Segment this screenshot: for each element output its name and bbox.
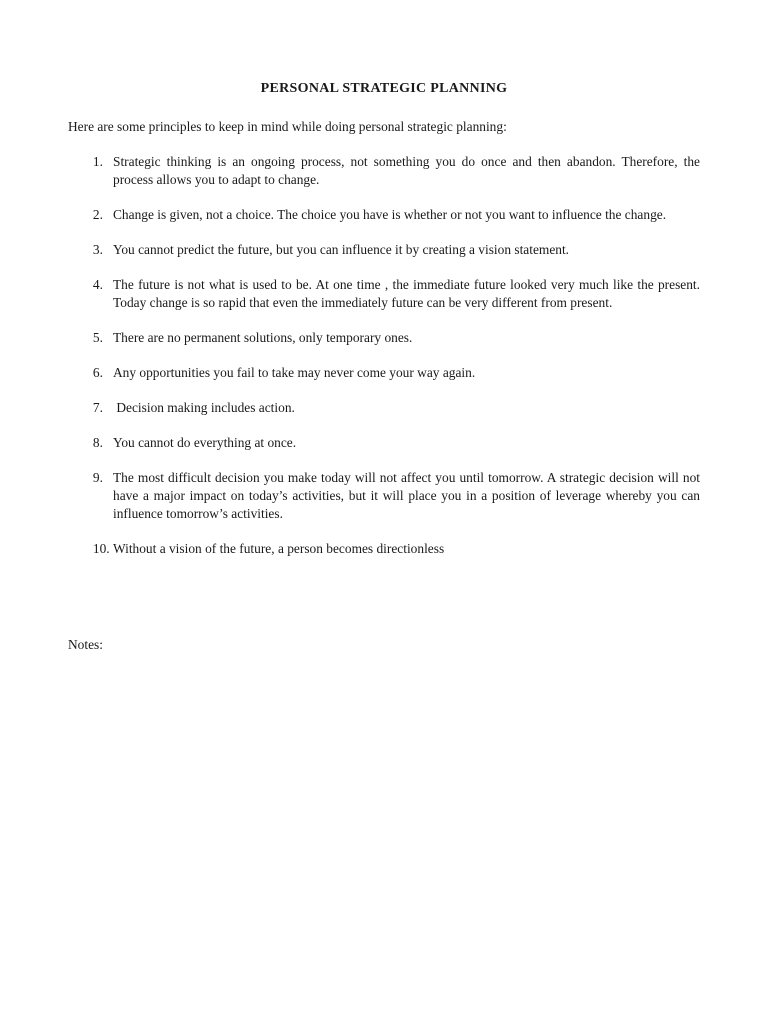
item-number: 5. bbox=[92, 330, 103, 345]
item-number: 10. bbox=[92, 541, 110, 556]
item-number: 6. bbox=[92, 365, 103, 380]
list-item bbox=[68, 399, 700, 417]
intro-paragraph: Here are some principles to keep in mind while doing personal strategic planning: bbox=[68, 119, 507, 134]
item-text: Change is given, not a choice. The choice you have is whether or not you want to influence the change. bbox=[113, 207, 667, 222]
item-text: The future is not what is used to be. At one time , the immediate future looked very much like the present. Today change is so rapid that even the immediately future can be very different from present. bbox=[113, 277, 700, 310]
list-item bbox=[68, 276, 700, 312]
item-text: You cannot predict the future, but you can influence it by creating a vision statement. bbox=[113, 242, 570, 257]
item-number: 9. bbox=[92, 470, 103, 485]
page-title: PERSONAL STRATEGIC PLANNING bbox=[260, 81, 508, 96]
list-item bbox=[68, 241, 700, 259]
item-text: You cannot do everything at once. bbox=[113, 435, 297, 450]
item-number: 4. bbox=[92, 277, 103, 292]
item-text: Strategic thinking is an ongoing process, not something you do once and then abandon. Therefore, the process allows you to adapt to change. bbox=[113, 154, 700, 187]
item-text: The most difficult decision you make today will not affect you until tomorrow. A strategic decision will not have a major impact on today’s activities, but it will place you in a position of leverage whereby you can influence tomorrow’s activities. bbox=[113, 470, 700, 521]
list-item bbox=[68, 364, 700, 382]
list-item bbox=[68, 434, 700, 452]
item-number: 2. bbox=[92, 207, 103, 222]
item-text: Any opportunities you fail to take may never come your way again. bbox=[113, 365, 476, 380]
list-item bbox=[68, 153, 700, 189]
principles-list bbox=[68, 153, 700, 575]
list-item bbox=[68, 469, 700, 523]
item-number: 7. bbox=[92, 400, 103, 415]
item-text: There are no permanent solutions, only temporary ones. bbox=[113, 330, 413, 345]
item-number: 8. bbox=[92, 435, 103, 450]
list-item bbox=[68, 206, 700, 224]
list-item bbox=[68, 540, 700, 558]
item-number: 1. bbox=[92, 154, 103, 169]
item-number: 3. bbox=[92, 242, 103, 257]
item-text: Without a vision of the future, a person becomes directionless bbox=[113, 541, 445, 556]
list-item bbox=[68, 329, 700, 347]
item-text: Decision making includes action. bbox=[113, 400, 295, 415]
notes-label: Notes: bbox=[68, 637, 103, 652]
